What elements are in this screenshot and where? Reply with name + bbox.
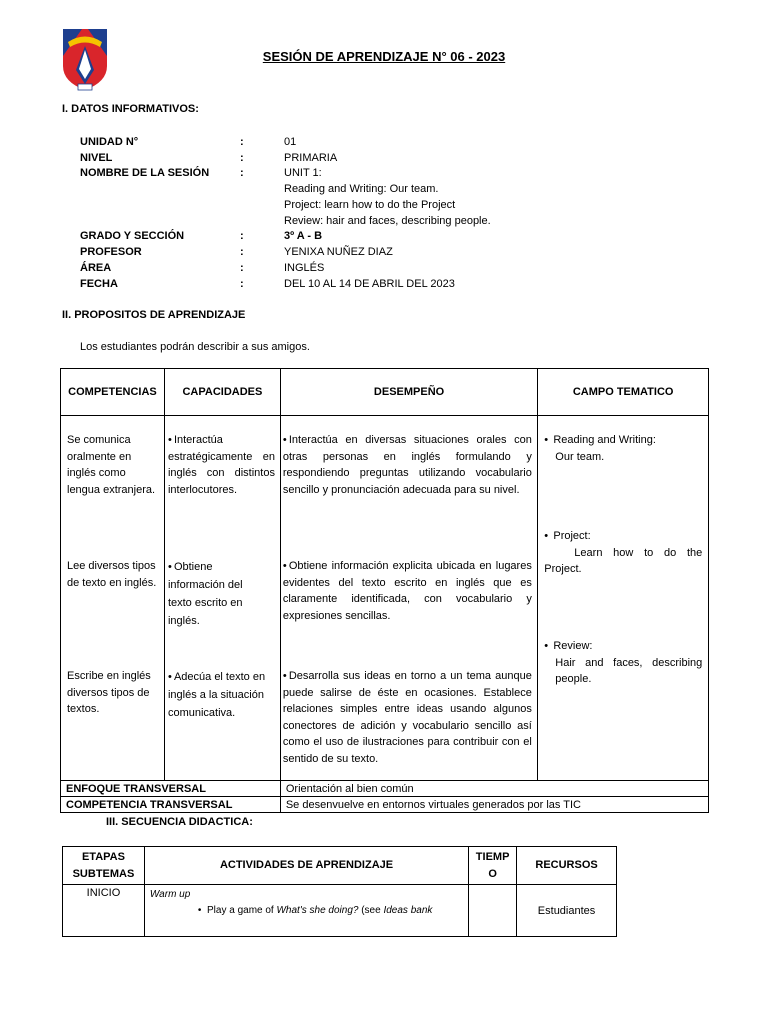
desempeno-1: [283, 432, 532, 498]
campo-2-text: Learn how to do the Project.: [544, 546, 703, 575]
desempeno-cell: [280, 416, 537, 781]
campo-1-text: Our team.: [555, 450, 605, 463]
header-tiempo-line2: O: [488, 867, 497, 880]
secuencia-table: [62, 846, 617, 937]
campo-tematico-cell: [538, 416, 709, 781]
value-profesor: YENIXA NUÑEZ DIAZ: [284, 246, 393, 258]
label-nombre-sesion: NOMBRE DE LA SESIÓN: [80, 167, 210, 179]
colon: :: [240, 152, 244, 164]
recursos-cell: Estudiantes: [517, 885, 617, 937]
campo-2-title: Project:: [553, 530, 591, 542]
bullet-icon: •: [197, 905, 202, 916]
activity-text-2: What's she doing?: [276, 905, 359, 916]
header-campo-tematico: CAMPO TEMATICO: [538, 369, 709, 416]
stage-inicio: INICIO: [63, 885, 145, 937]
capacidad-1-text: Interactúa estratégicamente en inglés con distintos interlocutores.: [167, 434, 275, 496]
competencias-table: [60, 368, 709, 813]
desempeno-3: [283, 668, 532, 767]
desempeno-3-text: Desarrolla sus ideas en torno a un tema aunque puede salirse de éste en ocasiones. Establece relaciones simples entre ideas usando algunos conectores de adición y vocabulario sencillo así como el uso de ilustraciones para contribuir con el sentido de su texto.: [282, 670, 532, 765]
page-title: SESIÓN DE APRENDIZAJE N° 06 - 2023: [262, 49, 506, 64]
value-nivel: PRIMARIA: [284, 152, 338, 164]
session-line-1: Reading and Writing: Our team.: [284, 183, 439, 195]
desempeno-1-text: Interactúa en diversas situaciones orales con otras personas en inglés formulando y respondiendo preguntas utilizando vocabulario sencillo y pronunciación adecuada para su nivel.: [282, 434, 532, 496]
colon: :: [240, 278, 244, 290]
campo-1: [544, 432, 702, 465]
header-capacidades: CAPACIDADES: [164, 369, 280, 416]
label-area: ÁREA: [80, 262, 112, 274]
session-line-2: Project: learn how to do the Project: [284, 199, 456, 211]
activity-text-1: Play a game of: [207, 905, 277, 916]
enfoque-transversal-label: ENFOQUE TRANSVERSAL: [61, 781, 281, 797]
label-nivel: NIVEL: [80, 152, 113, 164]
header-competencias: COMPETENCIAS: [61, 369, 165, 416]
colon: :: [240, 167, 244, 179]
bullet-icon: •: [282, 560, 287, 572]
capacidad-2-text: Obtiene información del texto escrito en inglés.: [167, 561, 243, 627]
bullet-icon: •: [282, 434, 287, 446]
capacidad-2: [168, 558, 266, 630]
section-heading-propositos: II. PROPOSITOS DE APRENDIZAJE: [62, 309, 246, 321]
value-grado: 3º A - B: [284, 230, 323, 242]
header-actividades: ACTIVIDADES DE APRENDIZAJE: [144, 847, 468, 885]
competencia-lee: Lee diversos tipos de texto en inglés.: [67, 560, 157, 589]
value-area: INGLÉS: [284, 262, 325, 274]
desempeno-2: [283, 558, 532, 624]
colon: :: [240, 230, 244, 242]
competencia-oral: Se comunica oralmente en inglés como lengua extranjera.: [67, 434, 156, 496]
capacidad-3: [168, 668, 274, 722]
tiempo-cell: [469, 885, 517, 937]
label-fecha: FECHA: [80, 278, 118, 290]
activity-text-3: (see: [358, 905, 384, 916]
value-unidad: 01: [284, 136, 297, 148]
header-etapas-line2: SUBTEMAS: [72, 867, 135, 880]
competencia-escribe: Escribe en inglés diversos tipos de textos.: [67, 670, 151, 715]
header-recursos: RECURSOS: [517, 847, 617, 885]
bullet-icon: •: [544, 530, 549, 542]
colon: :: [240, 136, 244, 148]
colon: :: [240, 246, 244, 258]
bullet-icon: •: [282, 670, 287, 682]
competencia-transversal-value: Se desenvuelve en entornos virtuales generados por las TIC: [280, 797, 708, 813]
competencias-cell: [61, 416, 165, 781]
intro-text: Los estudiantes podrán describir a sus amigos.: [80, 341, 310, 353]
section-heading-datos: I. DATOS INFORMATIVOS:: [62, 103, 199, 115]
activity-item: [150, 905, 463, 916]
header-etapas: [63, 847, 145, 885]
label-grado: GRADO Y SECCIÓN: [80, 230, 185, 242]
enfoque-transversal-value: Orientación al bien común: [280, 781, 708, 797]
header-etapas-line1: ETAPAS: [81, 850, 125, 863]
colon: :: [240, 262, 244, 274]
campo-3: [544, 638, 702, 688]
capacidades-cell: [164, 416, 280, 781]
header-tiempo: [469, 847, 517, 885]
value-nombre-sesion: UNIT 1:: [284, 167, 322, 179]
section-heading-secuencia: III. SECUENCIA DIDACTICA:: [106, 816, 253, 828]
capacidad-3-text: Adecúa el texto en inglés a la situación comunicativa.: [167, 671, 266, 719]
bullet-icon: •: [544, 640, 549, 652]
campo-3-text: Hair and faces, describing people.: [555, 656, 703, 685]
label-profesor: PROFESOR: [80, 246, 142, 258]
session-line-3: Review: hair and faces, describing people.: [284, 215, 491, 227]
bullet-icon: •: [544, 434, 549, 446]
bullet-icon: •: [167, 434, 172, 446]
header-desempeno: DESEMPEÑO: [280, 369, 537, 416]
activity-cell: [144, 885, 468, 937]
bullet-icon: •: [167, 561, 172, 573]
header-tiempo-line1: TIEMP: [475, 850, 510, 863]
value-fecha: DEL 10 AL 14 DE ABRIL DEL 2023: [284, 278, 455, 290]
warm-up-label: Warm up: [149, 889, 191, 900]
campo-1-title: Reading and Writing:: [553, 434, 656, 446]
campo-3-title: Review:: [553, 640, 593, 652]
competencia-transversal-label: COMPETENCIA TRANSVERSAL: [61, 797, 281, 813]
campo-2: [544, 528, 702, 578]
bullet-icon: •: [167, 671, 172, 683]
activity-text-4: Ideas bank: [383, 905, 433, 916]
capacidad-1: [168, 432, 275, 498]
desempeno-2-text: Obtiene información explicita ubicada en lugares evidentes del texto escrito en inglés que es claramente identificada, con vocabulario y expresiones sencillas.: [282, 560, 532, 622]
label-unidad: UNIDAD N°: [80, 136, 139, 148]
